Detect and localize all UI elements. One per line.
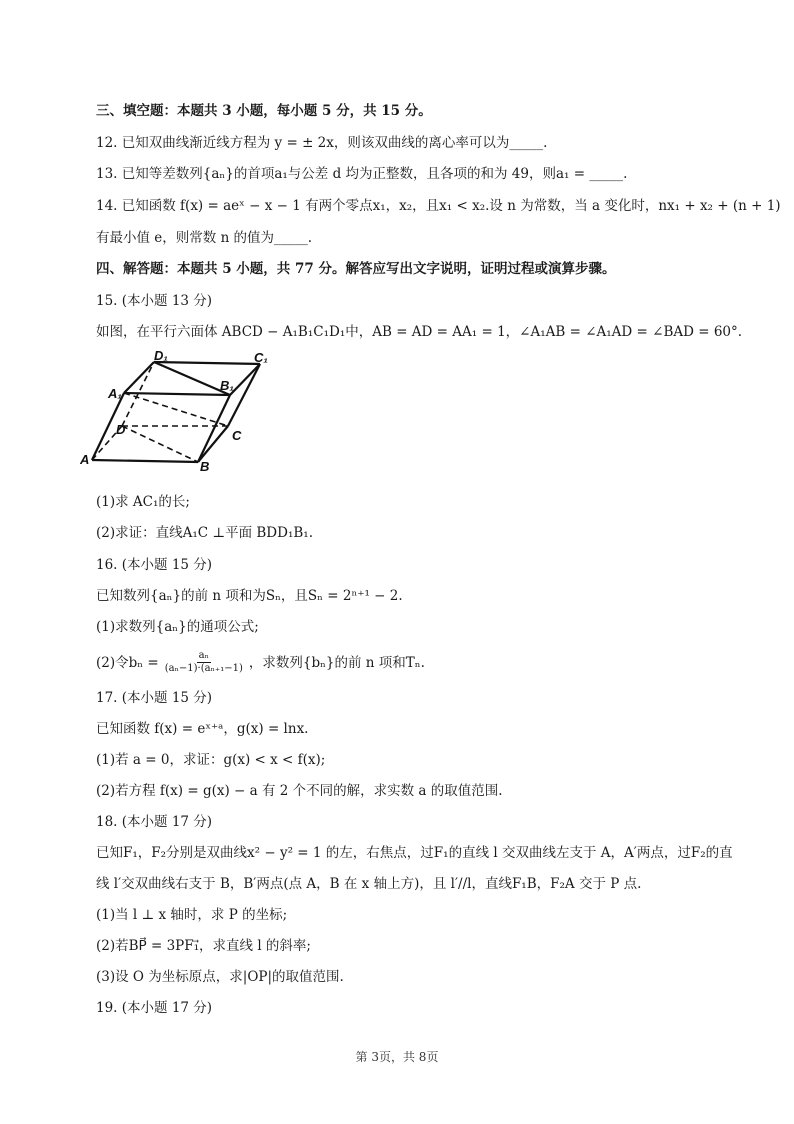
question-16-stem: 已知数列{aₙ}的前 n 项和为Sₙ，且Sₙ = 2ⁿ⁺¹ − 2. — [96, 588, 403, 604]
label-d: D — [116, 422, 126, 437]
question-19-title: 19. (本小题 17 分) — [96, 1000, 213, 1016]
question-16-part1: (1)求数列{aₙ}的通项公式; — [96, 619, 259, 635]
question-17-stem: 已知函数 f(x) = eˣ⁺ᵃ，g(x) = lnx. — [96, 721, 309, 737]
question-15-title: 15. (本小题 13 分) — [96, 293, 213, 309]
question-18-part2: (2)若BP⃗ = 3PF₁⃗，求直线 l 的斜率; — [96, 938, 311, 954]
question-14-line2: 有最小值 e，则常数 n 的值为_____. — [96, 230, 313, 246]
question-16-title: 16. (本小题 15 分) — [96, 557, 213, 573]
label-b1: B₁ — [220, 378, 234, 393]
q16-part2-prefix: (2)令bₙ = — [96, 654, 159, 671]
page-footer: 第 3页，共 8页 — [355, 1050, 439, 1064]
parallelepiped-figure — [80, 350, 290, 475]
label-a: A — [80, 452, 90, 467]
question-18-title: 18. (本小题 17 分) — [96, 814, 213, 830]
fraction-denominator: (aₙ−1)·(aₙ₊₁−1) — [164, 663, 243, 674]
diag-a1c — [124, 393, 228, 426]
question-18-part3: (3)设 O 为坐标原点，求|OP|的取值范围. — [96, 969, 344, 985]
edge-cc1 — [228, 364, 260, 426]
edge-b1c1 — [230, 364, 260, 395]
diag-d1b1 — [154, 362, 230, 395]
label-b: B — [200, 459, 210, 474]
question-12: 12. 已知双曲线渐近线方程为 y = ± 2x，则该双曲线的离心率可以为_____. — [96, 135, 548, 151]
question-15-part1: (1)求 AC₁的长; — [96, 494, 190, 510]
label-c: C — [232, 428, 242, 443]
q16-part2-suffix: ，求数列{bₙ}的前 n 项和Tₙ. — [248, 654, 425, 671]
question-18-stem-line1: 已知F₁，F₂分别是双曲线x² − y² = 1 的左，右焦点，过F₁的直线 l 交双曲线左支于 A，A′两点，过F₂的直 — [96, 845, 733, 861]
edge-a1d1 — [124, 362, 154, 393]
question-17-part2: (2)若方程 f(x) = g(x) − a 有 2 个不同的解，求实数 a 的取值范围. — [96, 783, 503, 799]
diag-db — [122, 426, 198, 462]
section4-heading: 四、解答题：本题共 5 小题，共 77 分。解答应写出文字说明，证明过程或演算步骤。 — [96, 261, 616, 277]
edge-d1c1 — [154, 362, 260, 364]
edge-a1b1 — [124, 393, 230, 395]
label-a1: A₁ — [108, 386, 122, 401]
question-16-part2 — [96, 650, 425, 675]
section3-heading: 三、填空题：本题共 3 小题，每小题 5 分，共 15 分。 — [96, 103, 432, 119]
question-17-title: 17. (本小题 15 分) — [96, 690, 213, 706]
question-13: 13. 已知等差数列{aₙ}的首项a₁与公差 d 均为正整数，且各项的和为 49，则a₁ = _____. — [96, 166, 628, 182]
question-18-stem-line2: 线 l′交双曲线右支于 B，B′两点(点 A，B 在 x 轴上方)，且 l′//l，直线F₁B，F₂A 交于 P 点. — [96, 876, 642, 892]
question-18-part1: (1)当 l ⊥ x 轴时，求 P 的坐标; — [96, 907, 288, 923]
question-15-part2: (2)求证：直线A₁C ⊥平面 BDD₁B₁. — [96, 525, 313, 541]
fraction — [163, 650, 245, 675]
question-14-line1: 14. 已知函数 f(x) = aeˣ − x − 1 有两个零点x₁，x₂，且x₁ < x₂.设 n 为常数，当 a 变化时，nx₁ + x₂ + (n + 1) — [96, 198, 781, 214]
label-d1: D₁ — [154, 350, 168, 363]
label-c1: C₁ — [254, 350, 268, 365]
fraction-numerator: aₙ — [198, 650, 209, 661]
question-15-stem: 如图，在平行六面体 ABCD − A₁B₁C₁D₁中，AB = AD = AA₁ = 1，∠A₁AB = ∠A₁AD = ∠BAD = 60°. — [96, 324, 743, 340]
question-17-part1: (1)若 a = 0，求证：g(x) < x < f(x); — [96, 752, 326, 768]
edge-ab — [92, 460, 198, 462]
